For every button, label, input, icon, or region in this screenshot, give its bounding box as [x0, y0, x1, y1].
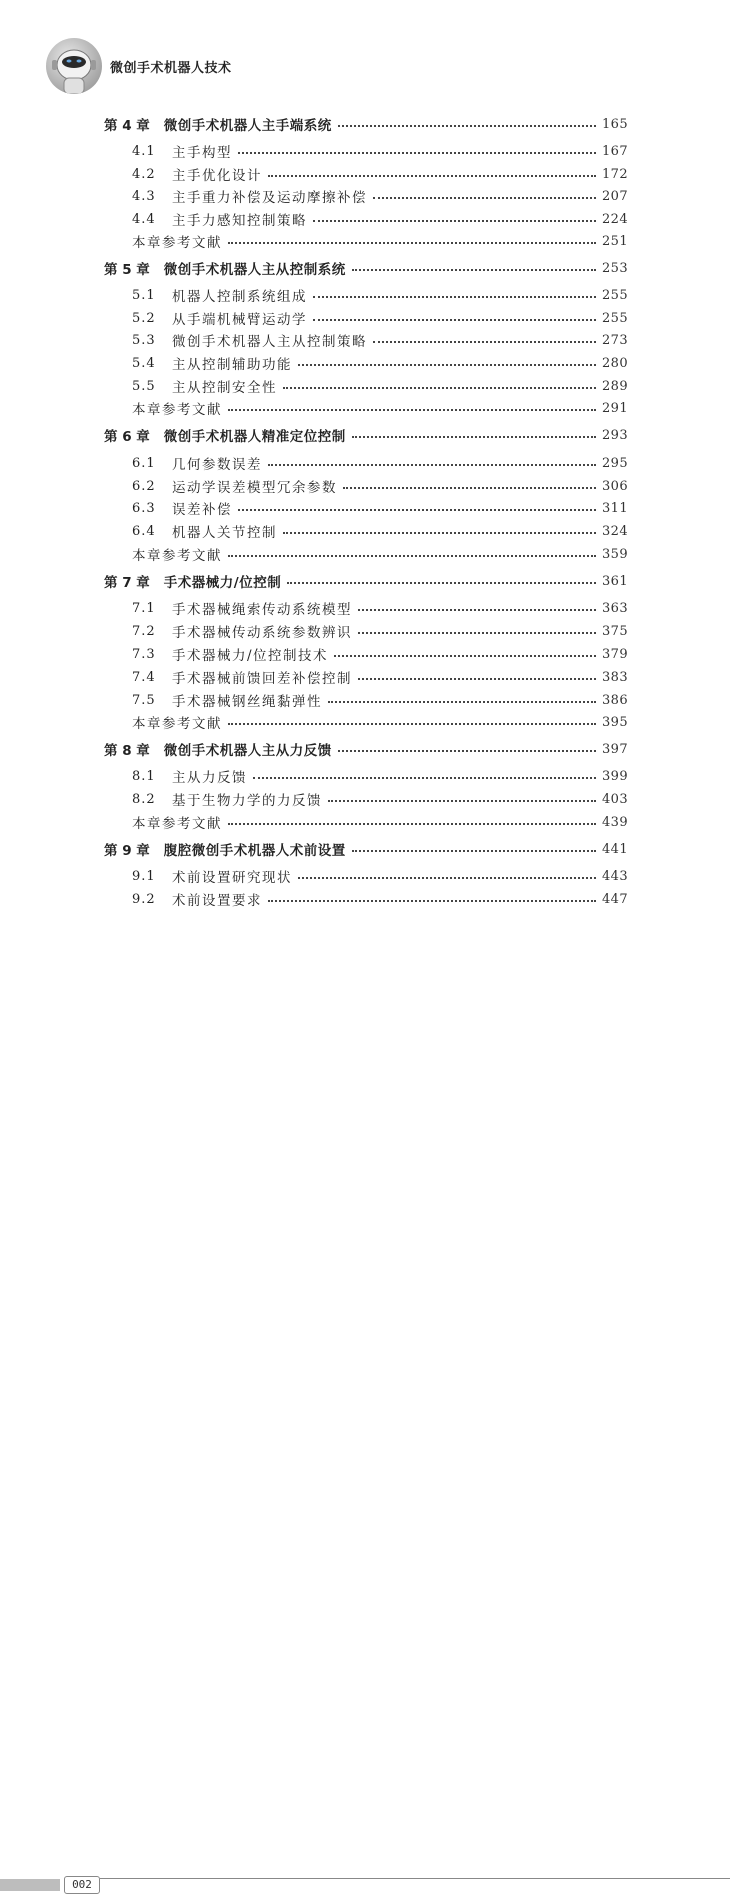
toc-chapter-row[interactable] [104, 838, 628, 860]
toc-references-row[interactable] [132, 811, 628, 833]
section-title: 主从力反馈 [172, 770, 247, 786]
toc-chapter-row[interactable] [104, 113, 628, 135]
section-title: 机器人控制系统组成 [172, 289, 307, 305]
robot-head-icon [46, 38, 102, 94]
section-number: 9.2 [132, 891, 156, 907]
page-ref: 273 [601, 332, 628, 348]
toc-references-row[interactable] [132, 230, 628, 252]
section-title: 运动学误差模型冗余参数 [172, 480, 337, 496]
chapter-label: 第 4 章 [104, 118, 150, 134]
page-ref: 441 [601, 841, 628, 857]
leader-dots [228, 723, 596, 725]
leader-dots [228, 555, 596, 557]
references-title: 本章参考文献 [132, 402, 222, 418]
section-title: 从手端机械臂运动学 [172, 312, 307, 328]
leader-dots [334, 655, 596, 657]
page-ref: 255 [601, 287, 628, 303]
footer-rule [100, 1878, 730, 1879]
section-number: 4.3 [132, 188, 156, 204]
leader-dots [313, 220, 596, 222]
section-number: 6.2 [132, 478, 156, 494]
leader-dots [268, 900, 596, 902]
section-number: 8.1 [132, 768, 156, 784]
page-ref: 172 [601, 166, 628, 182]
toc-section-row[interactable] [132, 865, 628, 887]
references-title: 本章参考文献 [132, 716, 222, 732]
page-ref: 224 [601, 211, 628, 227]
page-ref: 361 [601, 573, 628, 589]
leader-dots [228, 823, 596, 825]
page-ref: 399 [601, 768, 628, 784]
section-number: 4.2 [132, 166, 156, 182]
section-title: 手术器械传动系统参数辨识 [172, 625, 352, 641]
chapter-title: 腹腔微创手术机器人术前设置 [163, 843, 346, 859]
section-number: 5.3 [132, 332, 156, 348]
toc-references-row[interactable] [132, 397, 628, 419]
leader-dots [352, 436, 596, 438]
page-ref: 439 [601, 814, 628, 830]
page-ref: 253 [601, 260, 628, 276]
leader-dots [228, 242, 596, 244]
toc-chapter-row[interactable] [104, 570, 628, 592]
section-title: 主从控制安全性 [172, 380, 277, 396]
section-title: 手术器械前馈回差补偿控制 [172, 671, 352, 687]
page-ref: 255 [601, 310, 628, 326]
toc-section-row[interactable] [132, 597, 628, 619]
toc-chapter-row[interactable] [104, 257, 628, 279]
page-ref: 324 [601, 523, 628, 539]
leader-dots [352, 850, 596, 852]
page-ref: 167 [601, 143, 628, 159]
leader-dots [298, 364, 596, 366]
section-title: 基于生物力学的力反馈 [172, 793, 322, 809]
toc-section-row[interactable] [132, 497, 628, 519]
section-title: 主手优化设计 [172, 168, 262, 184]
section-title: 手术器械绳索传动系统模型 [172, 602, 352, 618]
page-ref: 397 [601, 741, 628, 757]
references-title: 本章参考文献 [132, 816, 222, 832]
toc-section-row[interactable] [132, 375, 628, 397]
leader-dots [373, 197, 596, 199]
section-number: 5.4 [132, 355, 156, 371]
leader-dots [238, 509, 596, 511]
page-ref: 293 [601, 427, 628, 443]
page-ref: 280 [601, 355, 628, 371]
section-title: 主手构型 [172, 145, 232, 161]
page-ref: 363 [601, 600, 628, 616]
toc-section-row[interactable] [132, 765, 628, 787]
section-number: 7.3 [132, 646, 156, 662]
section-number: 7.2 [132, 623, 156, 639]
page-ref: 395 [601, 714, 628, 730]
leader-dots [338, 750, 596, 752]
leader-dots [283, 532, 596, 534]
page-number: 002 [64, 1876, 100, 1894]
chapter-title: 微创手术机器人主手端系统 [163, 118, 332, 134]
toc-references-row[interactable] [132, 543, 628, 565]
chapter-label: 第 8 章 [104, 743, 150, 759]
leader-dots [268, 464, 596, 466]
page-ref: 403 [601, 791, 628, 807]
section-number: 6.3 [132, 500, 156, 516]
section-number: 5.5 [132, 378, 156, 394]
leader-dots [238, 152, 596, 154]
leader-dots [298, 877, 596, 879]
page-header [0, 0, 730, 100]
toc-section-row[interactable] [132, 666, 628, 688]
leader-dots [343, 487, 596, 489]
toc-section-row[interactable] [132, 284, 628, 306]
page-footer [0, 937, 730, 1891]
page-ref: 443 [601, 868, 628, 884]
section-title: 几何参数误差 [172, 457, 262, 473]
toc-section-row[interactable] [132, 185, 628, 207]
toc-section-row[interactable] [132, 689, 628, 711]
page-ref: 447 [601, 891, 628, 907]
section-title: 主手力感知控制策略 [172, 213, 307, 229]
section-title: 手术器械钢丝绳黏弹性 [172, 694, 322, 710]
toc-references-row[interactable] [132, 711, 628, 733]
toc-section-row[interactable] [132, 620, 628, 642]
section-number: 4.1 [132, 143, 156, 159]
toc-section-row[interactable] [132, 452, 628, 474]
footer-strip [0, 1879, 60, 1891]
section-number: 7.1 [132, 600, 156, 616]
chapter-title: 微创手术机器人主从力反馈 [163, 743, 332, 759]
toc-section-row[interactable] [132, 788, 628, 810]
section-number: 7.5 [132, 692, 156, 708]
section-number: 6.4 [132, 523, 156, 539]
page-ref: 383 [601, 669, 628, 685]
toc-section-row[interactable] [132, 888, 628, 910]
leader-dots [228, 409, 596, 411]
page-ref: 251 [601, 233, 628, 249]
section-number: 4.4 [132, 211, 156, 227]
section-number: 8.2 [132, 791, 156, 807]
section-number: 5.1 [132, 287, 156, 303]
chapter-label: 第 7 章 [104, 575, 150, 591]
toc-chapter-row[interactable] [104, 738, 628, 760]
leader-dots [358, 632, 596, 634]
chapter-title: 微创手术机器人主从控制系统 [163, 262, 346, 278]
section-title: 手术器械力/位控制技术 [172, 648, 329, 664]
section-number: 7.4 [132, 669, 156, 685]
toc-chapter-row[interactable] [104, 424, 628, 446]
leader-dots [358, 678, 596, 680]
page-ref: 165 [601, 116, 628, 132]
section-title: 术前设置要求 [172, 893, 262, 909]
leader-dots [352, 269, 596, 271]
references-title: 本章参考文献 [132, 548, 222, 564]
page-ref: 359 [601, 546, 628, 562]
leader-dots [283, 387, 596, 389]
leader-dots [358, 609, 596, 611]
leader-dots [328, 701, 596, 703]
leader-dots [313, 296, 596, 298]
toc-section-row[interactable] [132, 520, 628, 542]
toc-section-row[interactable] [132, 475, 628, 497]
leader-dots [338, 125, 596, 127]
toc-section-row[interactable] [132, 329, 628, 351]
section-number: 5.2 [132, 310, 156, 326]
page-ref: 379 [601, 646, 628, 662]
toc-section-row[interactable] [132, 307, 628, 329]
page-ref: 311 [601, 500, 628, 516]
page-ref: 289 [601, 378, 628, 394]
section-title: 主手重力补偿及运动摩擦补偿 [172, 190, 367, 206]
leader-dots [313, 319, 596, 321]
toc-section-row[interactable] [132, 163, 628, 185]
section-title: 术前设置研究现状 [172, 870, 292, 886]
page-ref: 306 [601, 478, 628, 494]
references-title: 本章参考文献 [132, 235, 222, 251]
section-title: 主从控制辅助功能 [172, 357, 292, 373]
toc-section-row[interactable] [132, 208, 628, 230]
section-number: 9.1 [132, 868, 156, 884]
page-ref: 295 [601, 455, 628, 471]
leader-dots [253, 777, 596, 779]
section-title: 微创手术机器人主从控制策略 [172, 334, 367, 350]
page-ref: 386 [601, 692, 628, 708]
page-ref: 291 [601, 400, 628, 416]
chapter-label: 第 6 章 [104, 429, 150, 445]
leader-dots [287, 582, 596, 584]
toc-section-row[interactable] [132, 643, 628, 665]
chapter-title: 微创手术机器人精准定位控制 [163, 429, 346, 445]
chapter-title: 手术器械力/位控制 [163, 575, 282, 591]
leader-dots [373, 341, 596, 343]
section-title: 误差补偿 [172, 502, 232, 518]
chapter-label: 第 9 章 [104, 843, 150, 859]
toc-section-row[interactable] [132, 140, 628, 162]
section-number: 6.1 [132, 455, 156, 471]
leader-dots [268, 175, 596, 177]
book-title: 微创手术机器人技术 [110, 61, 232, 76]
section-title: 机器人关节控制 [172, 525, 277, 541]
chapter-label: 第 5 章 [104, 262, 150, 278]
toc-section-row[interactable] [132, 352, 628, 374]
page-ref: 207 [601, 188, 628, 204]
page-ref: 375 [601, 623, 628, 639]
leader-dots [328, 800, 596, 802]
